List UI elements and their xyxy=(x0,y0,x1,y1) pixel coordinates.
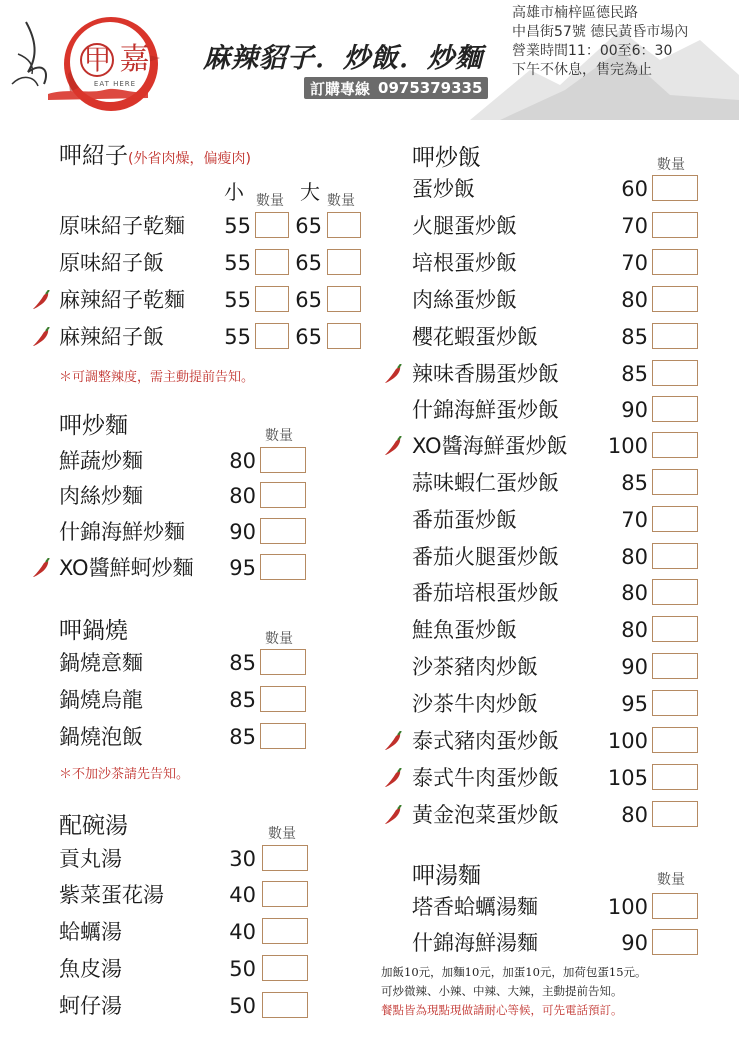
qty-input[interactable] xyxy=(652,727,698,753)
qty-label: 數量 xyxy=(265,631,293,647)
qty-input[interactable] xyxy=(652,893,698,919)
logo-text xyxy=(70,34,160,88)
menu-item-row xyxy=(380,320,730,354)
menu-item-row xyxy=(0,646,380,680)
item-name: 肉絲蛋炒飯 xyxy=(412,288,517,312)
footer-line-wait: 餐點皆為現點現做請耐心等候，可先電話預訂。 xyxy=(381,1003,623,1017)
item-name: 蒜味蝦仁蛋炒飯 xyxy=(412,471,559,495)
menu-item-row xyxy=(380,283,730,317)
item-price: 105 xyxy=(607,766,648,790)
qty-input-large[interactable] xyxy=(327,212,361,238)
menu-item-row xyxy=(380,890,730,924)
menu-item-row xyxy=(0,720,380,754)
brand-logo xyxy=(8,14,188,114)
menu-item-row xyxy=(0,283,380,317)
business-hours: 營業時間11：00至6：30 xyxy=(512,43,673,59)
menu-item-row xyxy=(380,761,730,795)
item-name: 什錦海鮮湯麵 xyxy=(412,931,538,955)
qty-input[interactable] xyxy=(652,801,698,827)
business-note: 下午不休息，售完為止 xyxy=(512,62,652,78)
item-price-small: 55 xyxy=(224,251,251,275)
item-name: 貢丸湯 xyxy=(59,847,122,871)
qty-input[interactable] xyxy=(262,881,308,907)
qty-input-large[interactable] xyxy=(327,286,361,312)
item-price: 85 xyxy=(229,688,256,712)
section-title-tangmian: 呷湯麵 xyxy=(412,863,481,889)
item-name: 泰式豬肉蛋炒飯 xyxy=(412,729,559,753)
qty-input[interactable] xyxy=(652,249,698,275)
qty-input[interactable] xyxy=(652,929,698,955)
item-price: 70 xyxy=(621,508,648,532)
qty-input-large[interactable] xyxy=(327,249,361,275)
item-price-large: 65 xyxy=(295,214,322,238)
footer-line-extras: 加飯10元，加麵10元，加蛋10元，加荷包蛋15元。 xyxy=(381,965,647,979)
item-price: 100 xyxy=(607,434,648,458)
qty-input[interactable] xyxy=(652,579,698,605)
qty-input[interactable] xyxy=(652,323,698,349)
section-title-chaomian: 呷炒麵 xyxy=(59,413,128,439)
qty-label: 數量 xyxy=(657,157,685,173)
qty-input[interactable] xyxy=(262,918,308,944)
qty-input[interactable] xyxy=(260,723,306,749)
qty-input[interactable] xyxy=(652,543,698,569)
item-name: 麻辣紹子乾麵 xyxy=(59,288,185,312)
section-heading: 呷紹子 xyxy=(59,143,128,169)
item-price: 80 xyxy=(621,618,648,642)
item-price: 80 xyxy=(621,545,648,569)
item-price: 50 xyxy=(229,994,256,1018)
menu-header xyxy=(0,0,739,120)
address-line-1: 高雄市楠梓區德民路 xyxy=(512,5,638,21)
menu-item-row xyxy=(380,687,730,721)
menu-item-row xyxy=(380,650,730,684)
item-price: 95 xyxy=(229,556,256,580)
item-price: 60 xyxy=(621,177,648,201)
section-title-guoshao: 呷鍋燒 xyxy=(59,618,128,644)
menu-item-row xyxy=(380,540,730,574)
menu-item-row xyxy=(380,429,730,463)
item-name: XO醬鮮蚵炒麵 xyxy=(59,556,194,580)
item-price-small: 55 xyxy=(224,214,251,238)
item-price-large: 65 xyxy=(295,325,322,349)
chili-pepper-icon xyxy=(33,327,51,347)
item-name: XO醬海鮮蛋炒飯 xyxy=(412,434,568,458)
item-name: 蚵仔湯 xyxy=(59,994,122,1018)
chili-pepper-icon xyxy=(385,364,403,384)
qty-input[interactable] xyxy=(260,482,306,508)
item-price: 80 xyxy=(229,449,256,473)
qty-input[interactable] xyxy=(260,686,306,712)
item-name: 鮮蔬炒麵 xyxy=(59,449,143,473)
menu-item-row xyxy=(380,798,730,832)
address-line-2: 中昌街57號 德民黃昏市場內 xyxy=(512,24,689,40)
item-price: 40 xyxy=(229,883,256,907)
shacha-note: ＊不加沙茶請先告知。 xyxy=(59,767,190,782)
item-price: 90 xyxy=(621,931,648,955)
qty-label: 數量 xyxy=(657,872,685,888)
menu-item-row xyxy=(0,842,380,876)
item-price-large: 65 xyxy=(295,251,322,275)
qty-input[interactable] xyxy=(652,396,698,422)
section-subtitle: (外省肉燥，偏瘦肉) xyxy=(128,151,251,167)
qty-input[interactable] xyxy=(652,212,698,238)
qty-input[interactable] xyxy=(652,432,698,458)
item-name: 蛋炒飯 xyxy=(412,177,475,201)
qty-input[interactable] xyxy=(260,649,306,675)
item-name: 櫻花蝦蛋炒飯 xyxy=(412,325,538,349)
qty-input[interactable] xyxy=(652,360,698,386)
menu-item-row xyxy=(380,503,730,537)
qty-input[interactable] xyxy=(262,845,308,871)
item-name: 麻辣紹子飯 xyxy=(59,325,164,349)
menu-item-row xyxy=(380,246,730,280)
menu-item-row xyxy=(0,683,380,717)
menu-item-row xyxy=(0,479,380,513)
chili-pepper-icon xyxy=(385,731,403,751)
qty-input[interactable] xyxy=(652,469,698,495)
qty-label: 數量 xyxy=(256,193,284,209)
item-price: 95 xyxy=(621,692,648,716)
menu-item-row xyxy=(0,915,380,949)
menu-item-row xyxy=(380,172,730,206)
item-name: 鍋燒烏龍 xyxy=(59,688,143,712)
item-name: 培根蛋炒飯 xyxy=(412,251,517,275)
item-price: 70 xyxy=(621,214,648,238)
chili-pepper-icon xyxy=(385,436,403,456)
chili-pepper-icon xyxy=(33,558,51,578)
item-name: 火腿蛋炒飯 xyxy=(412,214,517,238)
item-price: 85 xyxy=(621,325,648,349)
menu-item-row xyxy=(380,576,730,610)
qty-input[interactable] xyxy=(260,554,306,580)
qty-input[interactable] xyxy=(262,992,308,1018)
qty-input-small[interactable] xyxy=(255,286,289,312)
item-name: 黃金泡菜蛋炒飯 xyxy=(412,803,559,827)
qty-input[interactable] xyxy=(262,955,308,981)
item-name: 塔香蛤蠣湯麵 xyxy=(412,895,538,919)
qty-input[interactable] xyxy=(260,447,306,473)
item-name: 魚皮湯 xyxy=(59,957,122,981)
size-small-label: 小 xyxy=(224,180,244,204)
logo-char-1: 甲 xyxy=(80,43,114,77)
item-name: 鍋燒泡飯 xyxy=(59,725,143,749)
item-name: 泰式牛肉蛋炒飯 xyxy=(412,766,559,790)
qty-input[interactable] xyxy=(652,286,698,312)
item-price: 90 xyxy=(621,655,648,679)
item-name: 肉絲炒麵 xyxy=(59,484,143,508)
item-price: 85 xyxy=(229,651,256,675)
hotline-label: 訂購專線 xyxy=(310,79,371,98)
qty-input-small[interactable] xyxy=(255,323,289,349)
logo-subtext: EAT HERE xyxy=(93,80,137,88)
menu-item-row xyxy=(380,926,730,960)
item-name: 沙茶豬肉炒飯 xyxy=(412,655,538,679)
item-price: 85 xyxy=(621,471,648,495)
menu-item-row xyxy=(380,357,730,391)
menu-item-row xyxy=(0,878,380,912)
item-price-large: 65 xyxy=(295,288,322,312)
qty-input-large[interactable] xyxy=(327,323,361,349)
item-price: 70 xyxy=(621,251,648,275)
section-title-soup: 配碗湯 xyxy=(59,813,128,839)
item-name: 什錦海鮮蛋炒飯 xyxy=(412,398,559,422)
item-price: 90 xyxy=(621,398,648,422)
menu-item-row xyxy=(380,724,730,758)
qty-input-small[interactable] xyxy=(255,249,289,275)
qty-input[interactable] xyxy=(652,764,698,790)
item-name: 什錦海鮮炒麵 xyxy=(59,520,185,544)
menu-item-row xyxy=(380,393,730,427)
menu-item-row xyxy=(0,551,380,585)
item-name: 紫菜蛋花湯 xyxy=(59,883,164,907)
item-price-small: 55 xyxy=(224,288,251,312)
menu-title: 麻辣貂子．炒飯．炒麵 xyxy=(203,43,483,74)
item-price-small: 55 xyxy=(224,325,251,349)
item-price: 85 xyxy=(621,362,648,386)
item-name: 番茄蛋炒飯 xyxy=(412,508,517,532)
item-price: 100 xyxy=(607,895,648,919)
item-price: 80 xyxy=(621,288,648,312)
qty-input[interactable] xyxy=(652,653,698,679)
chili-pepper-icon xyxy=(385,768,403,788)
size-large-label: 大 xyxy=(300,180,320,204)
qty-input[interactable] xyxy=(652,175,698,201)
menu-item-row xyxy=(380,466,730,500)
item-price: 80 xyxy=(621,581,648,605)
menu-item-row xyxy=(0,444,380,478)
item-name: 原味紹子飯 xyxy=(59,251,164,275)
item-name: 鮭魚蛋炒飯 xyxy=(412,618,517,642)
qty-label: 數量 xyxy=(265,428,293,444)
logo-char-2: 嘉 xyxy=(119,42,150,77)
section-title-zhaozi xyxy=(59,137,251,170)
menu-item-row xyxy=(0,515,380,549)
item-price: 80 xyxy=(229,484,256,508)
item-price: 50 xyxy=(229,957,256,981)
footer-notes xyxy=(381,963,647,1020)
spice-note: ＊可調整辣度，需主動提前告知。 xyxy=(59,370,255,385)
menu-item-row xyxy=(380,613,730,647)
menu-item-row xyxy=(380,209,730,243)
order-hotline[interactable] xyxy=(304,77,488,99)
item-name: 番茄火腿蛋炒飯 xyxy=(412,545,559,569)
section-title-chaofan: 呷炒飯 xyxy=(412,145,481,171)
qty-input[interactable] xyxy=(260,518,306,544)
qty-input[interactable] xyxy=(652,506,698,532)
item-name: 沙茶牛肉炒飯 xyxy=(412,692,538,716)
address-block xyxy=(512,4,688,80)
item-name: 原味紹子乾麵 xyxy=(59,214,185,238)
menu-item-row xyxy=(0,952,380,986)
menu-item-row xyxy=(0,209,380,243)
chili-pepper-icon xyxy=(385,805,403,825)
item-name: 番茄培根蛋炒飯 xyxy=(412,581,559,605)
qty-label: 數量 xyxy=(268,826,296,842)
menu-item-row xyxy=(0,989,380,1023)
item-price: 85 xyxy=(229,725,256,749)
qty-input[interactable] xyxy=(652,690,698,716)
item-price: 100 xyxy=(607,729,648,753)
chili-pepper-icon xyxy=(33,290,51,310)
menu-item-row xyxy=(0,246,380,280)
hotline-number[interactable]: 0975379335 xyxy=(378,79,483,97)
item-price: 80 xyxy=(621,803,648,827)
item-price: 90 xyxy=(229,520,256,544)
qty-input[interactable] xyxy=(652,616,698,642)
item-name: 鍋燒意麵 xyxy=(59,651,143,675)
menu-item-row xyxy=(0,320,380,354)
footer-line-spice: 可炒微辣、小辣、中辣、大辣，主動提前告知。 xyxy=(381,984,623,998)
item-price: 40 xyxy=(229,920,256,944)
qty-input-small[interactable] xyxy=(255,212,289,238)
item-price: 30 xyxy=(229,847,256,871)
item-name: 辣味香腸蛋炒飯 xyxy=(412,362,559,386)
item-name: 蛤蠣湯 xyxy=(59,920,122,944)
qty-label: 數量 xyxy=(327,193,355,209)
